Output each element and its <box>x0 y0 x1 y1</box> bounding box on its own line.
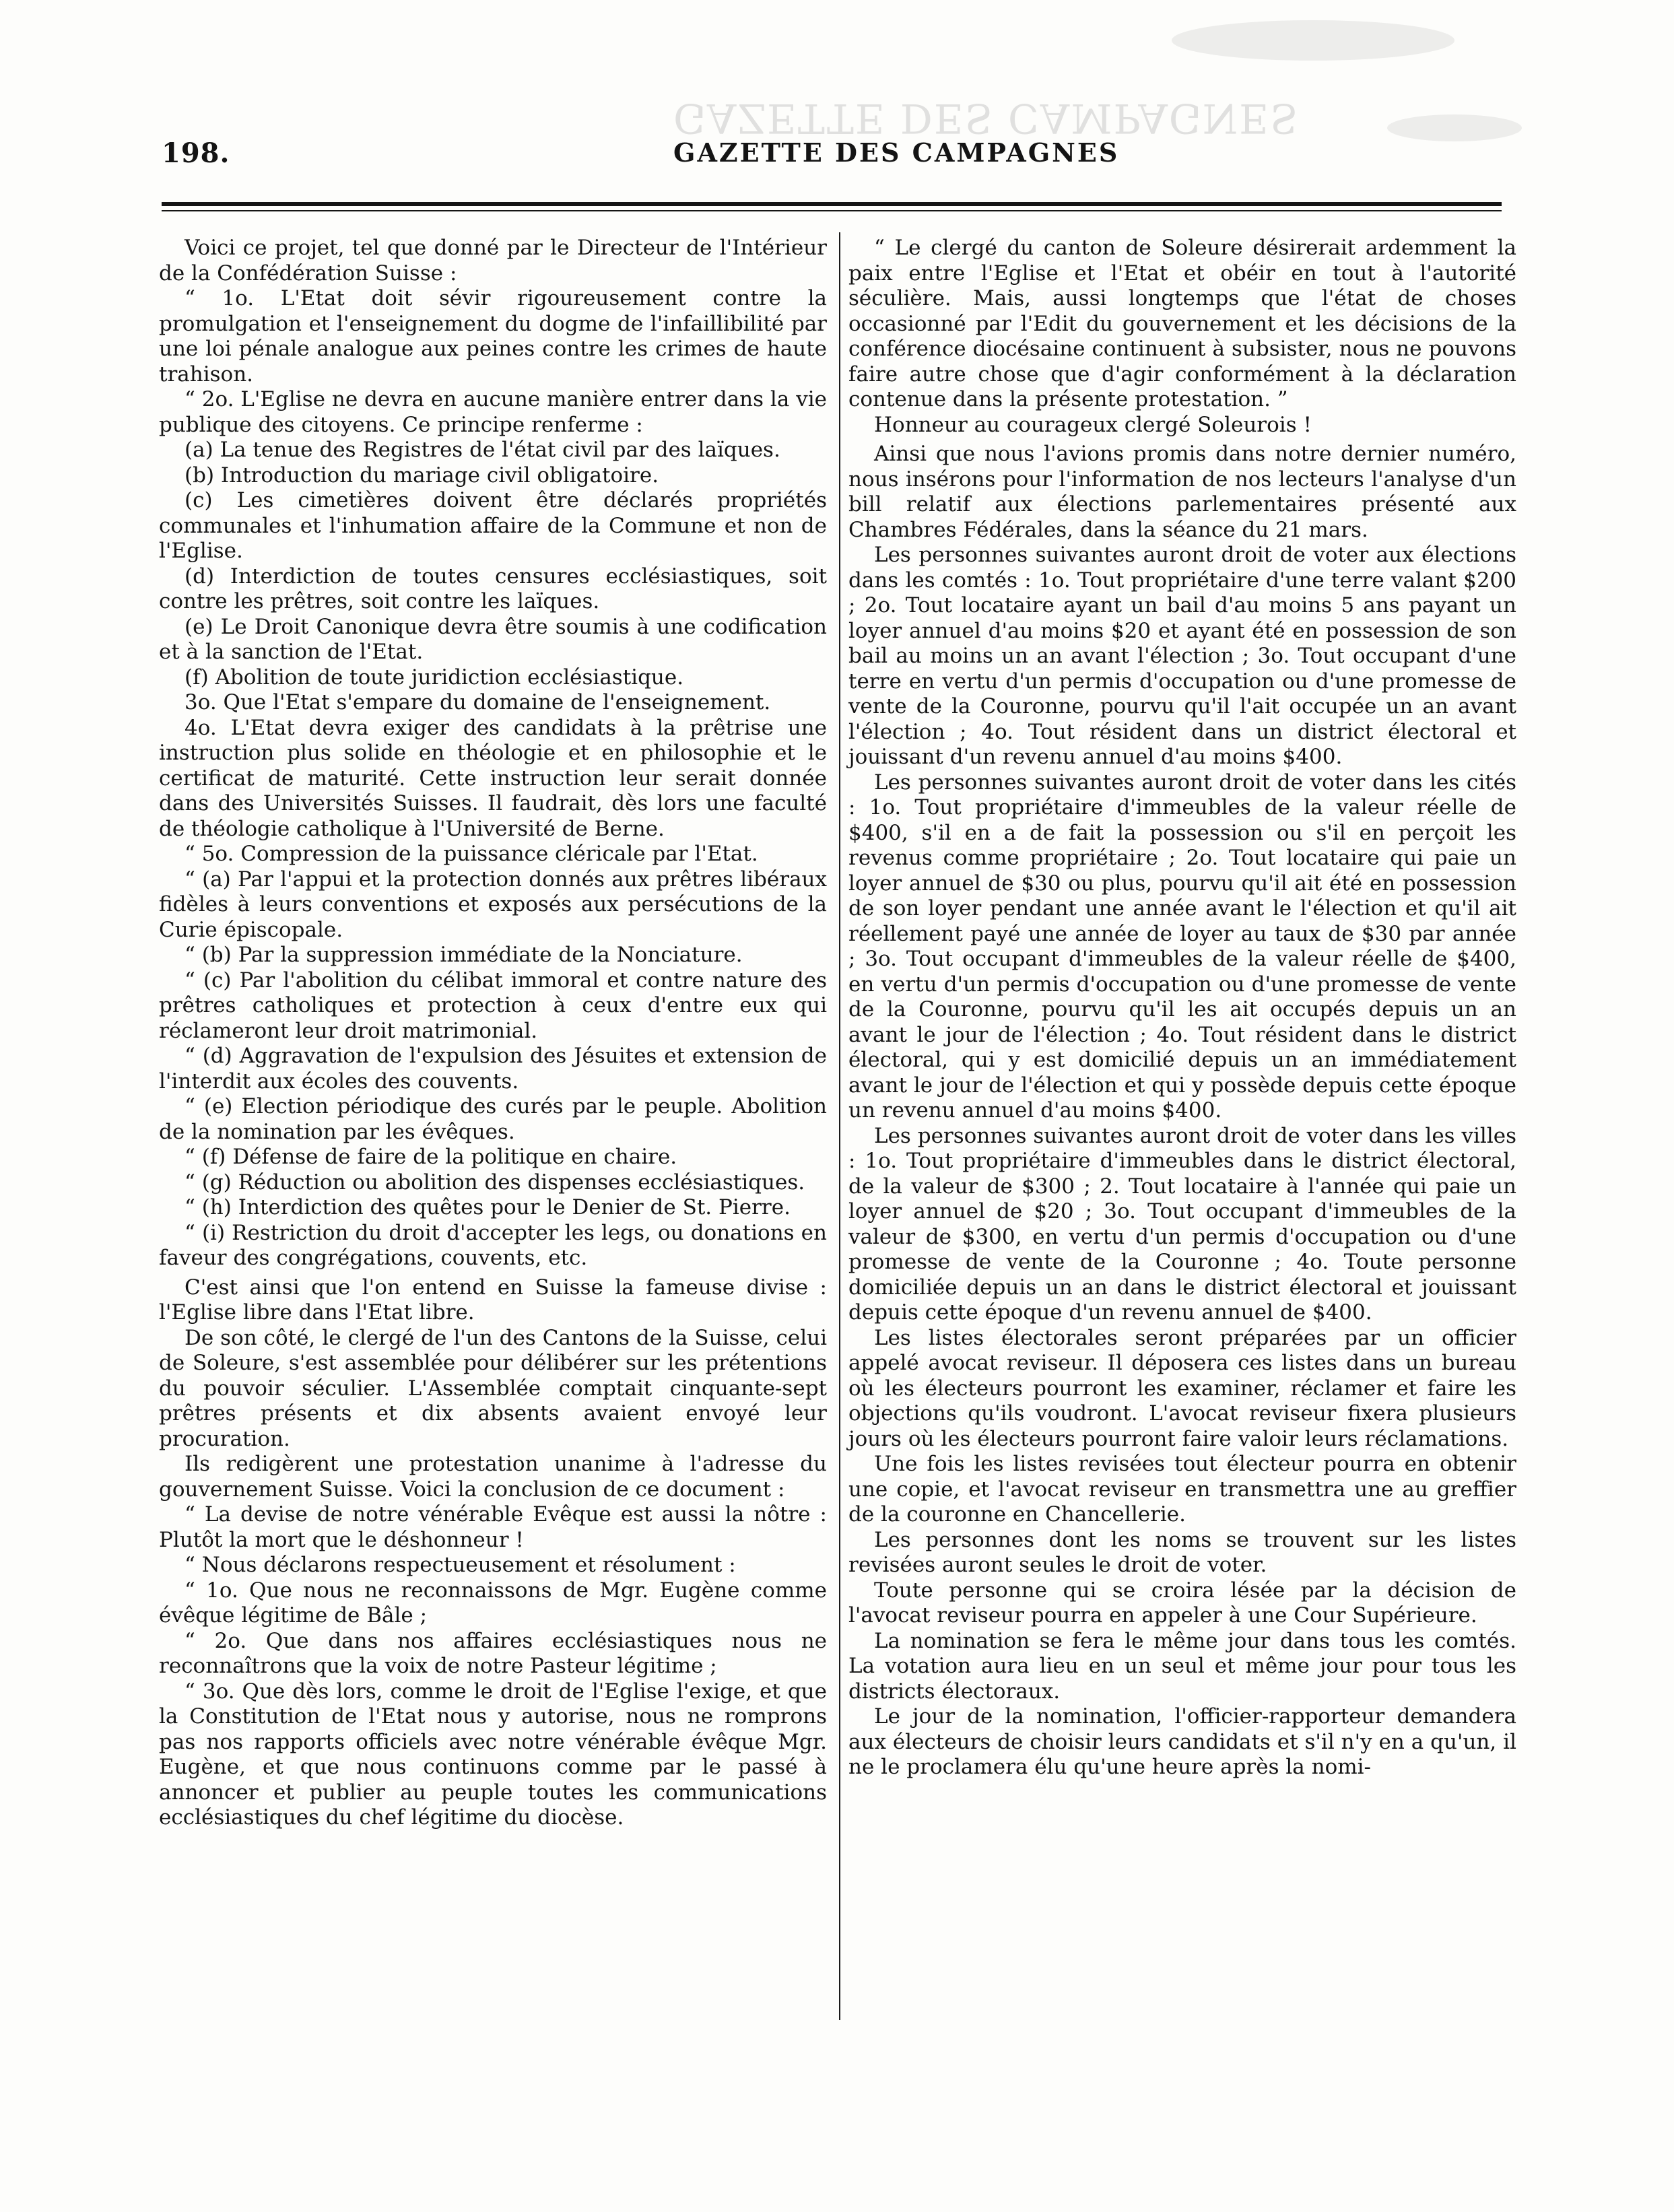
page-header <box>162 135 1502 175</box>
list-item: “ (h) Interdiction des quêtes pour le Denier de St. Pierre. <box>185 1195 791 1219</box>
masthead-title: GAZETTE DES CAMPAGNES <box>673 137 1120 168</box>
paragraph: “ 2o. Que dans nos affaires ecclésiastiques nous ne reconnaîtrons que la voix de notre Pasteur légitime ; <box>159 1628 827 1678</box>
list-item: (a) La tenue des Registres de l'état civil par des laïques. <box>185 438 780 462</box>
list-item: (b) Introduction du mariage civil obligatoire. <box>185 463 659 488</box>
paragraph: La nomination se fera le même jour dans tous les comtés. La votation aura lieu en un seul et même jour pour tous les districts électoraux. <box>848 1628 1516 1704</box>
left-column <box>159 236 827 1831</box>
bleed-through-masthead: GAZETTE DES CAMPAGNES <box>673 94 1300 141</box>
paragraph: Les listes électorales seront préparées par un officier appelé avocat reviseur. Il déposera ces listes dans un bureau où les électeurs pourront les examiner, réclamer et faire les objections qu'ils voudront. L'avocat reviseur fixera plusieurs jours où les électeurs pourront faire valoir leurs réclamations. <box>848 1325 1516 1451</box>
paragraph: “ 5o. Compression de la puissance cléricale par l'Etat. <box>185 842 758 866</box>
paragraph: “ 1o. Que nous ne reconnaissons de Mgr. Eugène comme évêque légitime de Bâle ; <box>159 1578 827 1628</box>
header-rule-thin <box>162 210 1502 211</box>
list-item: “ (b) Par la suppression immédiate de la Nonciature. <box>185 943 743 967</box>
paragraph: Ainsi que nous l'avions promis dans notre dernier numéro, nous insérons pour l'information de nos lecteurs l'analyse d'un bill relatif aux élections parlementaires présenté aux Chambres Fédérales, dans la séance du 21 mars. <box>848 442 1516 542</box>
paragraph: Toute personne qui se croira lésée par la décision de l'avocat reviseur pourra en appeler à une Cour Supérieure. <box>848 1578 1516 1628</box>
list-item: “ (c) Par l'abolition du célibat immoral et contre nature des prêtres catholiques et protection à ceux d'entre eux qui réclameront leur droit matrimonial. <box>159 968 827 1043</box>
paragraph: C'est ainsi que l'on entend en Suisse la fameuse divise : l'Eglise libre dans l'Etat libre. <box>159 1275 827 1325</box>
paragraph: “ La devise de notre vénérable Evêque est aussi la nôtre : Plutôt la mort que le déshonneur ! <box>159 1502 827 1552</box>
paragraph: Une fois les listes revisées tout électeur pourra en obtenir une copie, et l'avocat reviseur en transmettra une au greffier de la couronne en Chancellerie. <box>848 1452 1516 1527</box>
paragraph: Les personnes dont les noms se trouvent sur les listes revisées auront seules le droit de voter. <box>848 1527 1516 1577</box>
header-rule-thick <box>162 202 1502 206</box>
paragraph: “ 3o. Que dès lors, comme le droit de l'Eglise l'exige, et que la Constitution de l'Etat nous y autorise, nous ne romprons pas nos rapports officiels avec notre vénérable évêque Mgr. Eugène, et que nous continuons comme par le passé à annoncer et publier au peuple toutes les communications ecclésiastiques du chef légitime du diocèse. <box>159 1679 827 1830</box>
list-item: “ (g) Réduction ou abolition des dispenses ecclésiastiques. <box>185 1170 805 1195</box>
list-item: (f) Abolition de toute juridiction ecclésiastique. <box>185 665 684 690</box>
list-item: “ (d) Aggravation de l'expulsion des Jésuites et extension de l'interdit aux écoles des couvents. <box>159 1044 827 1094</box>
paragraph: “ Nous déclarons respectueusement et résolument : <box>185 1553 736 1577</box>
paragraph: De son côté, le clergé de l'un des Cantons de la Suisse, celui de Soleure, s'est assemblée pour délibérer sur les prétentions du pouvoir séculier. L'Assemblée comptait cinquante-sept prêtres présents et dix absents avaient envoyé leur procuration. <box>159 1325 827 1451</box>
paragraph: Voici ce projet, tel que donné par le Directeur de l'Intérieur de la Confédération Suisse : <box>159 236 827 286</box>
ink-smudge <box>1172 20 1454 61</box>
list-item: (c) Les cimetières doivent être déclarés propriétés communales et l'inhumation affaire de la Commune et non de l'Eglise. <box>159 488 827 563</box>
paragraph: “ 2o. L'Eglise ne devra en aucune manière entrer dans la vie publique des citoyens. Ce principe renferme : <box>159 387 827 437</box>
list-item: “ (a) Par l'appui et la protection donnés aux prêtres libéraux fidèles à leurs conventions et exposés aux persécutions de la Curie épiscopale. <box>159 867 827 942</box>
paragraph: “ 1o. L'Etat doit sévir rigoureusement contre la promulgation et l'enseignement du dogme de l'infaillibilité par une loi pénale analogue aux peines contre les crimes de haute trahison. <box>159 286 827 387</box>
paragraph: 4o. L'Etat devra exiger des candidats à la prêtrise une instruction plus solide en théologie et en philosophie et le certificat de maturité. Cette instruction leur serait donnée dans des Universités Suisses. Il faudrait, dès lors une faculté de théologie catholique à l'Université de Berne. <box>159 715 827 841</box>
list-item: “ (f) Défense de faire de la politique en chaire. <box>185 1145 677 1169</box>
paragraph: 3o. Que l'Etat s'empare du domaine de l'enseignement. <box>185 690 771 714</box>
list-item: (d) Interdiction de toutes censures ecclésiastiques, soit contre les prêtres, soit contre les laïques. <box>159 564 827 613</box>
list-item: “ (i) Restriction du droit d'accepter les legs, ou donations en faveur des congrégations, couvents, etc. <box>159 1220 827 1270</box>
list-item: “ (e) Election périodique des curés par le peuple. Abolition de la nomination par les évêques. <box>159 1094 827 1144</box>
right-column <box>848 236 1516 1780</box>
column-divider <box>839 232 840 2020</box>
paragraph: Ils redigèrent une protestation unanime à l'adresse du gouvernement Suisse. Voici la conclusion de ce document : <box>159 1452 827 1502</box>
paragraph: Les personnes suivantes auront droit de voter dans les cités : 1o. Tout propriétaire d'immeubles de la valeur réelle de $400, s'il en a de fait la possession ou s'il en perçoit les revenus comme propriétaire ; 2o. Tout locataire qui paie un loyer annuel de $30 ou plus, pourvu qu'il ait été en possession de son loyer pendant une année avant le l'élection et qu'il ait réellement payé une année de loyer au taux de $30 par année ; 3o. Tout occupant d'immeubles de la valeur réelle de $400, en vertu d'un permis d'occupation ou d'une promesse de vente de la Couronne, pourvu qu'il les ait occupés depuis un an avant le jour de l'élection ; 4o. Tout résident dans le district électoral, qui y est domicilié depuis un an immédiatement avant le jour de l'élection et qui y possède depuis cette époque un revenu annuel d'au moins $400. <box>848 770 1516 1122</box>
list-item: (e) Le Droit Canonique devra être soumis à une codification et à la sanction de l'Etat. <box>159 614 827 664</box>
paragraph: Le jour de la nomination, l'officier-rapporteur demandera aux électeurs de choisir leurs candidats et s'il n'y en a qu'un, il ne le proclamera élu qu'une heure après la nomi- <box>848 1704 1516 1779</box>
paragraph: Les personnes suivantes auront droit de voter dans les villes : 1o. Tout propriétaire d'immeubles dans le district électoral, de la valeur de $300 ; 2. Tout locataire à l'année qui paie un loyer annuel de $20 ; 3o. Tout occupant d'immeubles de la valeur de $300, en vertu d'un permis d'occupation ou d'une promesse de vente de la Couronne ; 4o. Toute personne domiciliée depuis un an dans le district électoral et jouissant depuis cette époque d'un revenu annuel de $400. <box>848 1123 1516 1325</box>
paragraph: Honneur au courageux clergé Soleurois ! <box>874 412 1312 437</box>
paragraph: “ Le clergé du canton de Soleure désirerait ardemment la paix entre l'Eglise et l'Etat et obéir en tout à l'autorité séculière. Mais, aussi longtemps que l'état de choses occasionné par l'Edit du gouvernement et les décisions de la conférence diocésaine continuent à subsister, nous ne pouvons faire autre chose que d'agir conformément à la déclaration contenue dans la présente protestation. ” <box>848 236 1516 411</box>
page-number: 198. <box>162 137 230 169</box>
paragraph: Les personnes suivantes auront droit de voter aux élections dans les comtés : 1o. Tout propriétaire d'une terre valant $200 ; 2o. Tout locataire ayant un bail d'au moins 5 ans payant un loyer annuel d'au moins $20 et ayant été en possession de son bail au moins un an avant l'élection ; 3o. Tout occupant d'une terre en vertu d'un permis d'occupation ou d'une promesse de vente de la Couronne, pourvu qu'il l'ait occupée un an avant l'élection ; 4o. Tout résident dans un district électoral et jouissant d'un revenu annuel d'au moins $400. <box>848 543 1516 769</box>
